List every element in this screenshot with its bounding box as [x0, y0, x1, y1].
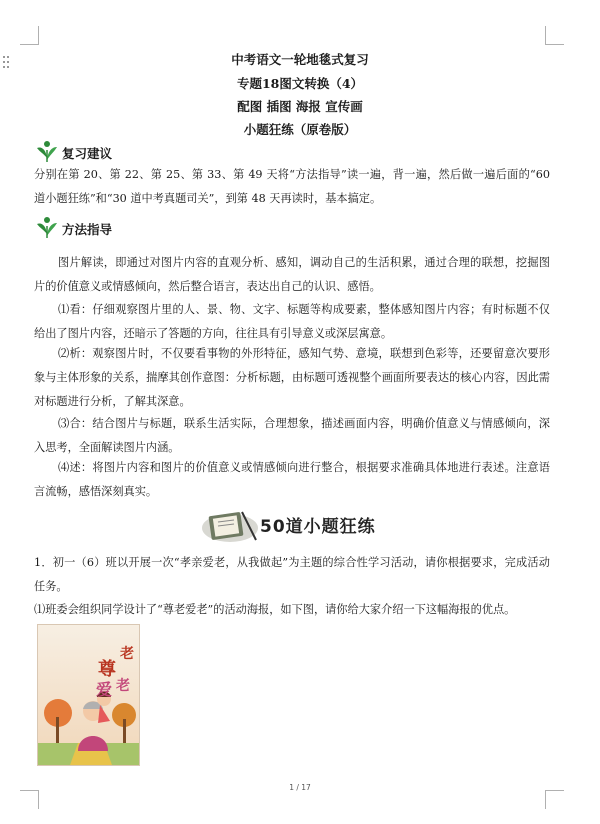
crop-mark-top-left	[20, 26, 39, 45]
leaf-person-icon	[34, 138, 60, 164]
doc-title-subtopic: 配图 插图 海报 宣传画	[237, 99, 363, 114]
doc-title-version: 小题狂练（原卷版）	[243, 122, 357, 137]
respect-elders-poster	[37, 624, 140, 766]
poster-text-lao-2: 老	[116, 678, 130, 694]
doc-title-topic: 专题18图文转换（4）	[236, 76, 364, 91]
banner-title: 50道小题狂练	[260, 517, 376, 537]
page-number: 1 / 17	[289, 783, 311, 792]
section-banner	[198, 506, 394, 546]
crop-mark-top-right	[545, 26, 564, 45]
section-heading-method	[34, 214, 112, 240]
poster-text-ai: 爱	[96, 680, 113, 699]
method-step-combine: ⑶合：结合图片与标题，联系生活实际，合理想象，描述画面内容，明确价值意义与情感倾向，深入思考，全面解读图片内涵。	[34, 417, 550, 454]
question-1-part-1: ⑴班委会组织同学设计了“尊老爱老”的活动海报，如下图，请你给大家介绍一下这幅海报的优点。	[34, 603, 516, 616]
method-intro-paragraph: 图片解读，即通过对图片内容的直观分析、感知，调动自己的生活积累，通过合理的联想，挖掘图片的价值意义或情感倾向，然后整合语言，表达出自己的认识、感悟。	[34, 256, 550, 293]
doc-title-main: 中考语文一轮地毯式复习	[231, 52, 369, 67]
book-scroll-icon	[198, 506, 260, 546]
crop-mark-bottom-left	[20, 790, 39, 809]
poster-text-zun: 尊	[98, 659, 116, 680]
method-step-look: ⑴看：仔细观察图片里的人、景、物、文字、标题等构成要素，整体感知图片内容；有时标题不仅给出了图片内容，还暗示了答题的方向，往往具有引导意义或深层寓意。	[34, 303, 550, 340]
leaf-person-icon	[34, 214, 60, 240]
method-step-state: ⑷述：将图片内容和图片的价值意义或情感倾向进行整合，根据要求准确具体地进行表述。注意语言流畅，感悟深刻真实。	[34, 461, 550, 498]
section-heading-label: 复习建议	[62, 146, 113, 161]
section-heading-label: 方法指导	[62, 222, 113, 237]
crop-mark-bottom-right	[545, 790, 564, 809]
poster-text-lao-1: 老	[120, 646, 134, 662]
section-heading-review	[34, 138, 112, 164]
method-step-analyze: ⑵析：观察图片时，不仅要看事物的外形特征，感知气势、意境，联想到色彩等，还要留意次要形象与主体形象的关系，揣摩其创作意图：分析标题，由标题可透视整个画面所要表达的核心内容，因此需对标题进行分析，了解其深意。	[34, 347, 550, 408]
question-1: 1．初一（6）班以开展一次“孝亲爱老，从我做起”为主题的综合性学习活动，请你根据要求，完成活动任务。	[34, 556, 550, 593]
review-paragraph: 分别在第 20、第 22、第 25、第 33、第 49 天将“方法指导”读一遍，背一遍，然后做一遍后面的“60 道小题狂练”和“30 道中考真题司关”，到第 48 天再读时，基本搞定。	[34, 168, 550, 205]
